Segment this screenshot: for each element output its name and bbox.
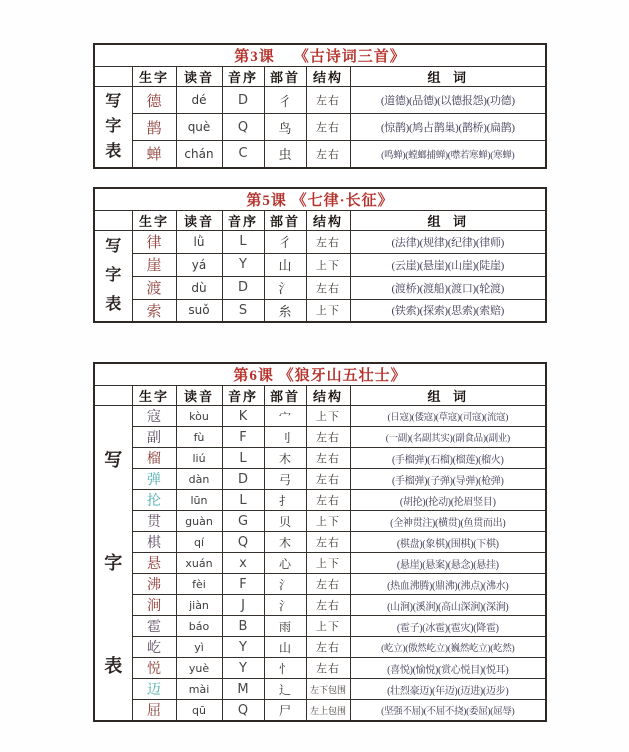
structure-cell: 左右 <box>306 141 350 168</box>
side-label-char: 表 <box>104 656 123 677</box>
pinyin-cell: dé <box>176 87 222 114</box>
side-label-char: 字 <box>105 266 122 284</box>
side-label <box>94 406 132 722</box>
compound-words-cell: (铁索)(探索)(思索)(索赔) <box>350 299 546 322</box>
compound-words-cell: (雹子)(冰雹)(雹灾)(降雹) <box>350 616 546 637</box>
table-row <box>94 406 546 427</box>
compound-words-cell: (手榴弹)(子弹)(导弹)(枪弹) <box>350 469 546 490</box>
table-row <box>94 595 546 616</box>
new-character-cell: 悦 <box>132 658 176 679</box>
pinyin-cell: lǜ <box>176 230 222 253</box>
side-label <box>94 87 132 168</box>
alphabet-index-cell: L <box>222 230 264 253</box>
pinyin-cell: fù <box>176 427 222 448</box>
corner-cell <box>94 210 132 230</box>
column-header: 读音 <box>176 210 222 230</box>
side-label-char: 写 <box>105 237 122 255</box>
column-header: 结构 <box>306 386 350 406</box>
side-label-char: 字 <box>104 552 123 573</box>
column-header: 组 词 <box>350 210 546 230</box>
corner-cell <box>94 386 132 406</box>
side-label-text <box>95 408 132 718</box>
side-label-char: 写 <box>104 449 123 470</box>
radical-cell: 弓 <box>264 469 306 490</box>
new-character-cell: 屈 <box>132 700 176 722</box>
pinyin-cell: chán <box>176 141 222 168</box>
column-header: 音序 <box>222 386 264 406</box>
structure-cell: 左右 <box>306 574 350 595</box>
structure-cell: 上下 <box>306 406 350 427</box>
side-label-text <box>95 233 132 320</box>
alphabet-index-cell: Y <box>222 637 264 658</box>
radical-cell: 贝 <box>264 511 306 532</box>
table-row <box>94 448 546 469</box>
lesson-title: 第3课 《古诗词三首》 <box>94 44 546 67</box>
structure-cell: 左右 <box>306 114 350 141</box>
structure-cell: 左右 <box>306 469 350 490</box>
structure-cell: 上下 <box>306 511 350 532</box>
table-row <box>94 637 546 658</box>
new-character-cell: 副 <box>132 427 176 448</box>
side-label-char: 字 <box>105 117 122 135</box>
pinyin-cell: jiàn <box>176 595 222 616</box>
compound-words-cell: (壮烈豪迈)(年迈)(迈进)(迈步) <box>350 679 546 700</box>
table-row <box>94 276 546 299</box>
compound-words-cell: (棋盘)(象棋)(围棋)(下棋) <box>350 532 546 553</box>
alphabet-index-cell: B <box>222 616 264 637</box>
alphabet-index-cell: F <box>222 427 264 448</box>
compound-words-cell: (全神贯注)(横贯)(鱼贯而出) <box>350 511 546 532</box>
alphabet-index-cell: G <box>222 511 264 532</box>
new-character-cell: 迈 <box>132 679 176 700</box>
compound-words-cell: (鸣蝉)(螳螂捕蝉)(噤若寒蝉)(寒蝉) <box>350 141 546 168</box>
radical-cell: 虫 <box>264 141 306 168</box>
pinyin-cell: yuè <box>176 658 222 679</box>
new-character-cell: 榴 <box>132 448 176 469</box>
pinyin-cell: báo <box>176 616 222 637</box>
table-row <box>94 616 546 637</box>
column-header: 读音 <box>176 67 222 87</box>
alphabet-index-cell: D <box>222 87 264 114</box>
table-row <box>94 658 546 679</box>
alphabet-index-cell: M <box>222 679 264 700</box>
radical-cell: 尸 <box>264 700 306 722</box>
structure-cell: 左右 <box>306 276 350 299</box>
radical-cell: 木 <box>264 532 306 553</box>
structure-cell: 左右 <box>306 87 350 114</box>
corner-cell <box>94 67 132 87</box>
compound-words-cell: (坚强不屈)(不屈不挠)(委屈)(屈辱) <box>350 700 546 722</box>
column-header: 组 词 <box>350 386 546 406</box>
structure-cell: 左右 <box>306 427 350 448</box>
table-row <box>94 679 546 700</box>
alphabet-index-cell: C <box>222 141 264 168</box>
radical-cell: 山 <box>264 637 306 658</box>
new-character-cell: 索 <box>132 299 176 322</box>
new-character-cell: 德 <box>132 87 176 114</box>
alphabet-index-cell: F <box>222 574 264 595</box>
radical-cell: 心 <box>264 553 306 574</box>
column-header: 生字 <box>132 67 176 87</box>
structure-cell: 左下包围 <box>306 679 350 700</box>
new-character-cell: 寇 <box>132 406 176 427</box>
new-character-cell: 屹 <box>132 637 176 658</box>
structure-cell: 左右 <box>306 637 350 658</box>
radical-cell: 氵 <box>264 574 306 595</box>
table-row <box>94 253 546 276</box>
side-label <box>94 230 132 322</box>
lesson-5-table <box>93 187 547 324</box>
compound-words-cell: (热血沸腾)(鼎沸)(沸点)(沸水) <box>350 574 546 595</box>
compound-words-cell: (惊鹊)(鸠占鹊巢)(鹊桥)(扁鹊) <box>350 114 546 141</box>
new-character-cell: 悬 <box>132 553 176 574</box>
alphabet-index-cell: D <box>222 469 264 490</box>
column-header: 音序 <box>222 67 264 87</box>
structure-cell: 左右 <box>306 595 350 616</box>
compound-words-cell: (日寇)(倭寇)(草寇)(司寇)(流寇) <box>350 406 546 427</box>
side-label-char: 写 <box>105 92 122 110</box>
alphabet-index-cell: J <box>222 595 264 616</box>
radical-cell: 辶 <box>264 679 306 700</box>
lesson-3-table <box>93 43 547 169</box>
alphabet-index-cell: K <box>222 406 264 427</box>
column-header: 部首 <box>264 386 306 406</box>
alphabet-index-cell: S <box>222 299 264 322</box>
compound-words-cell: (手榴弹)(石榴)(榴莲)(榴火) <box>350 448 546 469</box>
new-character-cell: 棋 <box>132 532 176 553</box>
compound-words-cell: (法律)(规律)(纪律)(律师) <box>350 230 546 253</box>
compound-words-cell: (一副)(名副其实)(副食品)(副业) <box>350 427 546 448</box>
table-row <box>94 700 546 722</box>
alphabet-index-cell: Q <box>222 114 264 141</box>
new-character-cell: 贯 <box>132 511 176 532</box>
alphabet-index-cell: L <box>222 490 264 511</box>
structure-cell: 左右 <box>306 658 350 679</box>
radical-cell: 氵 <box>264 595 306 616</box>
table-row <box>94 141 546 168</box>
table-row <box>94 469 546 490</box>
table-row <box>94 553 546 574</box>
pinyin-cell: suǒ <box>176 299 222 322</box>
alphabet-index-cell: L <box>222 448 264 469</box>
lesson-title: 第6课 《狼牙山五壮士》 <box>94 363 546 386</box>
pinyin-cell: guàn <box>176 511 222 532</box>
compound-words-cell: (渡桥)(渡船)(渡口)(轮渡) <box>350 276 546 299</box>
radical-cell: 雨 <box>264 616 306 637</box>
alphabet-index-cell: Y <box>222 658 264 679</box>
column-header: 读音 <box>176 386 222 406</box>
new-character-cell: 渡 <box>132 276 176 299</box>
radical-cell: 彳 <box>264 87 306 114</box>
compound-words-cell: (云崖)(悬崖)(山崖)(陡崖) <box>350 253 546 276</box>
radical-cell: 氵 <box>264 276 306 299</box>
alphabet-index-cell: x <box>222 553 264 574</box>
structure-cell: 左右 <box>306 490 350 511</box>
radical-cell: 木 <box>264 448 306 469</box>
table-row <box>94 532 546 553</box>
table-row <box>94 230 546 253</box>
new-character-cell: 律 <box>132 230 176 253</box>
alphabet-index-cell: Y <box>222 253 264 276</box>
pinyin-cell: xuán <box>176 553 222 574</box>
table-row <box>94 299 546 322</box>
new-character-cell: 鹊 <box>132 114 176 141</box>
pinyin-cell: liú <box>176 448 222 469</box>
column-header: 生字 <box>132 210 176 230</box>
radical-cell: 宀 <box>264 406 306 427</box>
column-header: 结构 <box>306 210 350 230</box>
radical-cell: 山 <box>264 253 306 276</box>
pinyin-cell: lūn <box>176 490 222 511</box>
side-label-text <box>95 89 132 165</box>
pinyin-cell: què <box>176 114 222 141</box>
new-character-cell: 沸 <box>132 574 176 595</box>
structure-cell: 左右 <box>306 448 350 469</box>
radical-cell: 忄 <box>264 658 306 679</box>
radical-cell: 糸 <box>264 299 306 322</box>
structure-cell: 上下 <box>306 553 350 574</box>
compound-words-cell: (道德)(品德)(以德报怨)(功德) <box>350 87 546 114</box>
new-character-cell: 抡 <box>132 490 176 511</box>
structure-cell: 上下 <box>306 616 350 637</box>
pinyin-cell: dàn <box>176 469 222 490</box>
column-header: 生字 <box>132 386 176 406</box>
structure-cell: 上下 <box>306 253 350 276</box>
radical-cell: 鸟 <box>264 114 306 141</box>
radical-cell: 扌 <box>264 490 306 511</box>
table-row <box>94 87 546 114</box>
pinyin-cell: mài <box>176 679 222 700</box>
pinyin-cell: qí <box>176 532 222 553</box>
table-row <box>94 574 546 595</box>
table-row <box>94 490 546 511</box>
alphabet-index-cell: Q <box>222 532 264 553</box>
compound-words-cell: (喜悦)(愉悦)(赏心悦目)(悦耳) <box>350 658 546 679</box>
structure-cell: 左右 <box>306 230 350 253</box>
pinyin-cell: kòu <box>176 406 222 427</box>
column-header: 音序 <box>222 210 264 230</box>
structure-cell: 上下 <box>306 299 350 322</box>
side-label-char: 表 <box>105 142 122 160</box>
lesson-title: 第5课 《七律·长征》 <box>94 188 546 211</box>
new-character-cell: 蝉 <box>132 141 176 168</box>
compound-words-cell: (悬崖)(悬案)(悬念)(悬挂) <box>350 553 546 574</box>
compound-words-cell: (山涧)(溪涧)(高山深涧)(深涧) <box>350 595 546 616</box>
lesson-6-table <box>93 362 547 722</box>
column-header: 部首 <box>264 67 306 87</box>
side-label-char: 表 <box>105 295 122 313</box>
alphabet-index-cell: D <box>222 276 264 299</box>
alphabet-index-cell: Q <box>222 700 264 722</box>
new-character-cell: 弹 <box>132 469 176 490</box>
radical-cell: 刂 <box>264 427 306 448</box>
radical-cell: 彳 <box>264 230 306 253</box>
pinyin-cell: dù <box>176 276 222 299</box>
pinyin-cell: fèi <box>176 574 222 595</box>
new-character-cell: 崖 <box>132 253 176 276</box>
pinyin-cell: yá <box>176 253 222 276</box>
structure-cell: 左右 <box>306 532 350 553</box>
pinyin-cell: yì <box>176 637 222 658</box>
table-row <box>94 114 546 141</box>
table-row <box>94 511 546 532</box>
new-character-cell: 雹 <box>132 616 176 637</box>
new-character-cell: 涧 <box>132 595 176 616</box>
column-header: 组 词 <box>350 67 546 87</box>
table-row <box>94 427 546 448</box>
column-header: 部首 <box>264 210 306 230</box>
compound-words-cell: (屹立)(傲然屹立)(巍然屹立)(屹然) <box>350 637 546 658</box>
pinyin-cell: qū <box>176 700 222 722</box>
compound-words-cell: (胡抡)(抡动)(抡眉竖目) <box>350 490 546 511</box>
structure-cell: 左上包围 <box>306 700 350 722</box>
column-header: 结构 <box>306 67 350 87</box>
